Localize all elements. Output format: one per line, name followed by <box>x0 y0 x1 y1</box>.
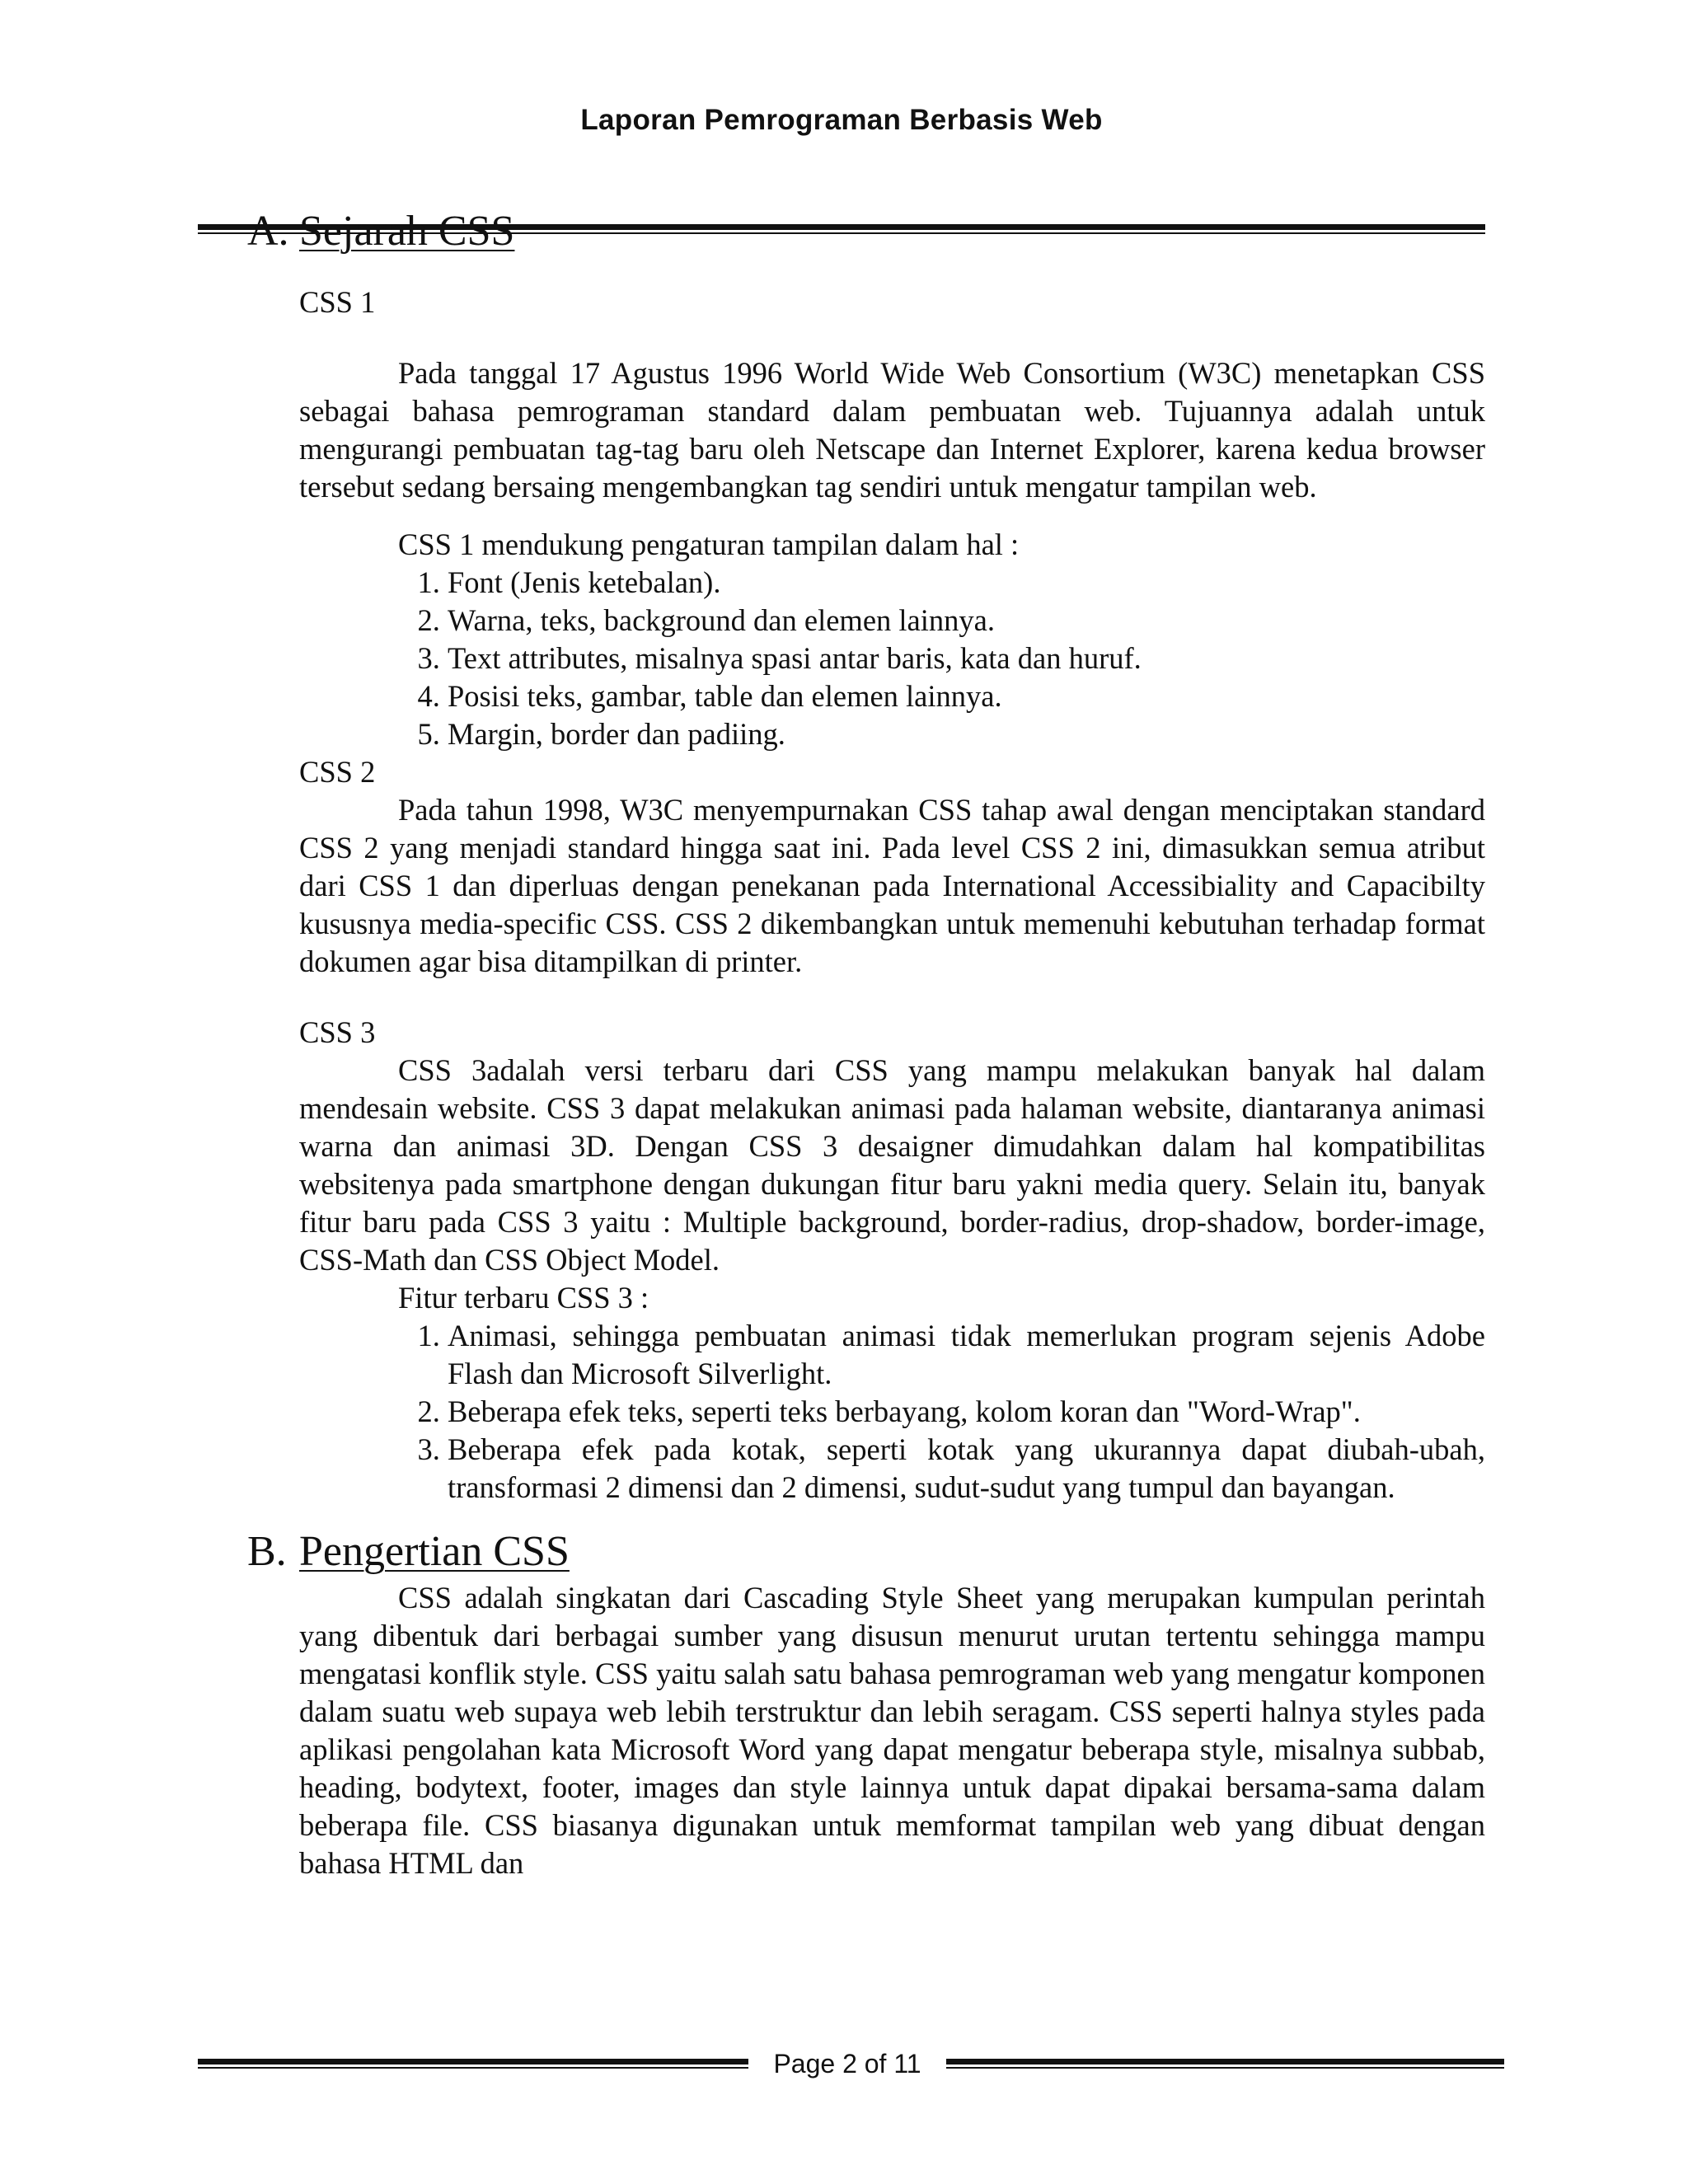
section-heading-a <box>247 204 1485 259</box>
page-header <box>198 92 1485 150</box>
section-title: Sejarah CSS <box>299 208 515 255</box>
list-intro-css3: Fitur terbaru CSS 3 : <box>398 1281 649 1315</box>
header-title: Laporan Pemrograman Berbasis Web <box>580 104 1103 136</box>
list-item: 5. Margin, border dan padiing. <box>448 715 1485 753</box>
section-letter: A. <box>247 208 289 255</box>
list-item: 1. Animasi, sehingga pembuatan animasi tidak memerlukan program sejenis Adobe Flash dan Microsoft Silverlight. <box>448 1317 1485 1393</box>
list-item: 3. Text attributes, misalnya spasi antar baris, kata dan huruf. <box>448 640 1485 677</box>
page-number: Page 2 of 11 <box>773 2049 921 2079</box>
section-letter: B. <box>247 1528 287 1575</box>
list-item: 4. Posisi teks, gambar, table dan elemen lainnya. <box>448 677 1485 715</box>
paragraph-css2: Pada tahun 1998, W3C menyempurnakan CSS tahap awal dengan menciptakan standard CSS 2 yang menjadi standard hingga saat ini. Pada level CSS 2 ini, dimasukkan semua atribut dari CSS 1 dan diperluas dengan penekanan pada International Accessibiality and Capacibilty kususnya media-specific CSS. CSS 2 dikembangkan untuk memenuhi kebutuhan terhadap format dokumen agar bisa ditampilkan di printer. <box>299 793 1485 978</box>
paragraph-css1: Pada tanggal 17 Agustus 1996 World Wide Web Consortium (W3C) menetapkan CSS sebagai bahasa pemrograman standard dalam pembuatan web. Tujuannya adalah untuk mengurangi pembuatan tag-tag baru oleh Netscape dan Internet Explorer, karena kedua browser tersebut sedang bersaing mengembangkan tag sendiri untuk mengatur tampilan web. <box>299 356 1485 504</box>
document-body <box>247 204 1485 1882</box>
page-footer <box>198 2041 1504 2090</box>
paragraph-css3: CSS 3adalah versi terbaru dari CSS yang mampu melakukan banyak hal dalam mendesain website. CSS 3 dapat melakukan animasi pada halaman website, diantaranya animasi warna dan animasi 3D. Dengan CSS 3 desaigner dimudahkan dalam hal kompatibilitas websitenya pada smartphone dengan dukungan fitur baru yakni media query. Selain itu, banyak fitur baru pada CSS 3 yaitu : Multiple background, border-radius, drop-shadow, border-image, CSS-Math dan CSS Object Model. <box>299 1053 1485 1277</box>
section-heading-b <box>247 1525 1485 1579</box>
list-intro-css1: CSS 1 mendukung pengaturan tampilan dalam hal : <box>398 527 1020 561</box>
subsection-label-css1: CSS 1 <box>299 285 376 319</box>
list-item: 3. Beberapa efek pada kotak, seperti kotak yang ukurannya dapat diubah-ubah, transformasi 2 dimensi dan 2 dimensi, sudut-sudut yang tumpul dan bayangan. <box>448 1431 1485 1507</box>
footer-rule-left <box>198 2059 748 2069</box>
list-item: 2. Beberapa efek teks, seperti teks berbayang, kolom koran dan "Word-Wrap". <box>448 1393 1485 1431</box>
footer-rule-right <box>946 2059 1504 2069</box>
paragraph-pengertian: CSS adalah singkatan dari Cascading Style Sheet yang merupakan kumpulan perintah yang dibentuk dari berbagai sumber yang disusun menurut urutan tertentu sehingga mampu mengatasi konflik style. CSS yaitu salah satu bahasa pemrograman web yang mengatur komponen dalam suatu web supaya web lebih terstruktur dan lebih seragam. CSS seperti halnya styles pada aplikasi pengolahan kata Microsoft Word yang dapat mengatur beberapa style, misalnya subbab, heading, bodytext, footer, images dan style lainnya untuk dapat dipakai bersama-sama dalam beberapa file. CSS biasanya digunakan untuk memformat tampilan web yang dibuat dengan bahasa HTML dan <box>299 1581 1485 1880</box>
section-title: Pengertian CSS <box>299 1528 570 1575</box>
subsection-label-css2: CSS 2 <box>299 755 376 789</box>
subsection-label-css3: CSS 3 <box>299 1015 376 1049</box>
list-item: 1. Font (Jenis ketebalan). <box>448 564 1485 602</box>
list-css1 <box>299 564 1485 753</box>
list-css3 <box>299 1317 1485 1507</box>
list-item: 2. Warna, teks, background dan elemen lainnya. <box>448 602 1485 640</box>
